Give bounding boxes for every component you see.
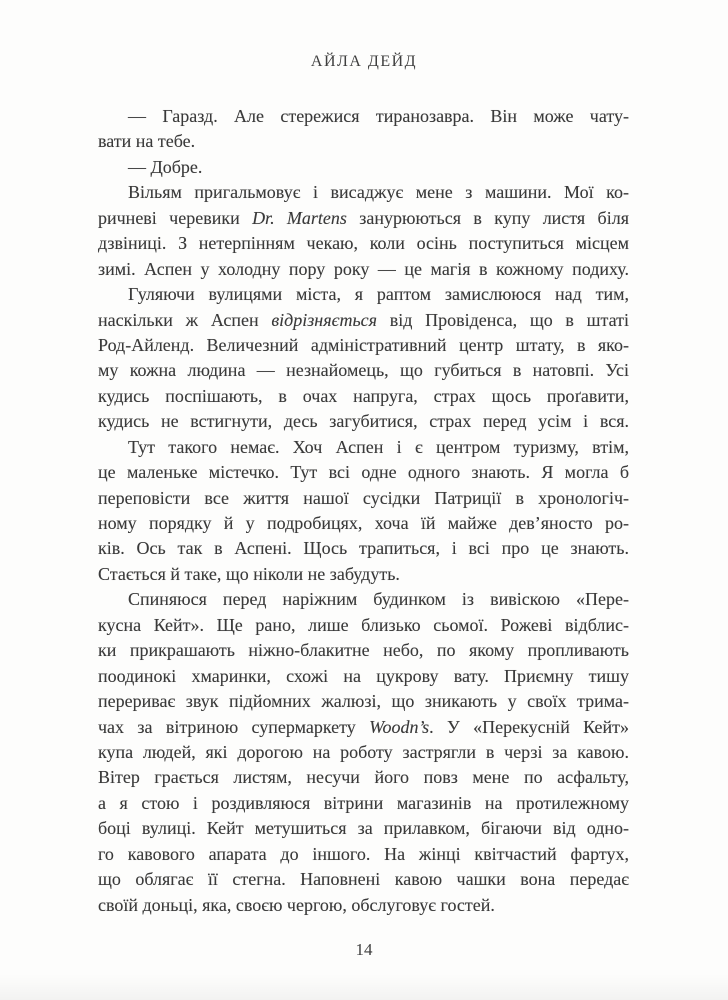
text-line	[98, 384, 629, 409]
text-line	[98, 816, 629, 841]
text-segment: Гуляючи вулицями міста, я раптом замислююся над тим,	[128, 284, 629, 305]
text-segment: кудись поспішають, в очах напруга, страх щось проґавити,	[98, 385, 629, 406]
text-line	[98, 206, 629, 231]
text-line	[98, 689, 629, 714]
text-line	[98, 257, 629, 282]
text-line	[98, 664, 629, 689]
text-segment: кусна Кейт». Ще рано, лише близько сьомої. Рожеві відблис-	[98, 614, 629, 635]
text-segment: вати на тебе.	[98, 131, 196, 152]
text-segment: кудись не встигнути, десь загубитися, страх перед усім і вся.	[98, 411, 629, 432]
text-segment: занурюються в купу листя біля	[346, 207, 629, 228]
italic-text-segment: Dr. Martens	[252, 207, 347, 228]
text-segment: своїй доньці, яка, своєю чергою, обслуговує гостей.	[98, 894, 495, 915]
text-segment: ричневі черевики	[98, 207, 253, 228]
text-line	[98, 587, 629, 612]
text-line	[98, 715, 629, 740]
text-segment: наскільки ж Аспен	[98, 309, 272, 330]
text-line	[98, 536, 629, 561]
text-segment: поодинокі хмаринки, схожі на цукрову вату. Приємну тишу	[98, 665, 629, 686]
text-segment: чах за вітриною супермаркету	[98, 716, 370, 737]
text-segment: . У «Перекусній Кейт»	[429, 716, 629, 737]
text-line	[98, 409, 629, 434]
text-segment: ки прикрашають ніжно-блакитне небо, по якому пропливають	[98, 640, 629, 661]
text-segment: Тут такого немає. Хоч Аспен і є центром туризму, втім,	[128, 436, 629, 457]
text-line	[98, 104, 629, 129]
page-number: 14	[355, 940, 373, 959]
text-segment: а я стою і роздивляюся вітрини магазинів на протилежному	[98, 792, 629, 813]
italic-text-segment: відрізняється	[271, 309, 377, 330]
text-segment: купа людей, які дорогою на роботу застрягли в черзі за кавою.	[98, 741, 629, 762]
text-segment: — Добре.	[128, 156, 203, 177]
text-segment: Род-Айленд. Величезний адміністративний центр штату, в яко-	[98, 334, 629, 355]
text-line	[98, 180, 629, 205]
text-segment: що облягає її стегна. Наповнені кавою чашки вона передає	[98, 869, 629, 890]
text-line	[98, 791, 629, 816]
body-text	[98, 104, 629, 918]
text-line	[98, 460, 629, 485]
text-segment: Стається й таке, що ніколи не забудуть.	[98, 563, 400, 584]
text-line	[98, 282, 629, 307]
text-line	[98, 613, 629, 638]
text-line	[98, 308, 629, 333]
text-line	[98, 358, 629, 383]
text-line	[98, 765, 629, 790]
text-segment: перериває звук підйомних жалюзі, що зникають у своїх трима-	[98, 691, 629, 712]
text-segment: ному порядку й у подробицях, хоча їй майже дев’яносто ро-	[98, 513, 629, 533]
text-segment: боці вулиці. Кейт метушиться за прилавком, бігаючи від одно-	[98, 818, 629, 839]
text-line	[98, 129, 629, 154]
text-segment: Вільям пригальмовує і висаджує мене з машини. Мої ко-	[128, 182, 629, 203]
text-line	[98, 638, 629, 663]
italic-text-segment: Woodn’s	[369, 716, 430, 737]
text-line	[98, 562, 629, 587]
text-line	[98, 231, 629, 256]
text-segment: від Провіденса, що в штаті	[377, 309, 629, 330]
text-line	[98, 740, 629, 765]
text-segment: — Гаразд. Але стережися тиранозавра. Він може чату-	[128, 106, 629, 126]
text-line	[98, 867, 629, 892]
text-line	[98, 511, 629, 536]
running-header: АЙЛА ДЕЙД	[310, 53, 418, 70]
text-segment: Спиняюся перед наріжним будинком із вивіскою «Пере-	[128, 589, 629, 610]
text-segment: зимі. Аспен у холодну пору року — це магія в кожному подиху.	[98, 258, 629, 279]
text-line	[98, 333, 629, 358]
text-segment: переповісти все життя нашої сусідки Патриції в хронологіч-	[98, 487, 629, 508]
text-segment: ків. Ось так в Аспені. Щось трапиться, і всі про це знають.	[98, 538, 629, 559]
text-line	[98, 435, 629, 460]
text-segment: му кожна людина — незнайомець, що губиться в натовпі. Усі	[98, 360, 629, 381]
text-segment: дзвіниці. З нетерпінням чекаю, коли осінь поступиться місцем	[98, 233, 629, 254]
text-segment: Вітер грається листям, несучи його повз мене по асфальту,	[98, 767, 629, 788]
text-line	[98, 486, 629, 511]
text-segment: це маленьке містечко. Тут всі одне одного знають. Я могла б	[98, 462, 629, 483]
text-line	[98, 155, 629, 180]
text-line	[98, 893, 629, 918]
text-line	[98, 842, 629, 867]
text-segment: го кавового апарата до іншого. На жінці квітчастий фартух,	[98, 843, 629, 864]
